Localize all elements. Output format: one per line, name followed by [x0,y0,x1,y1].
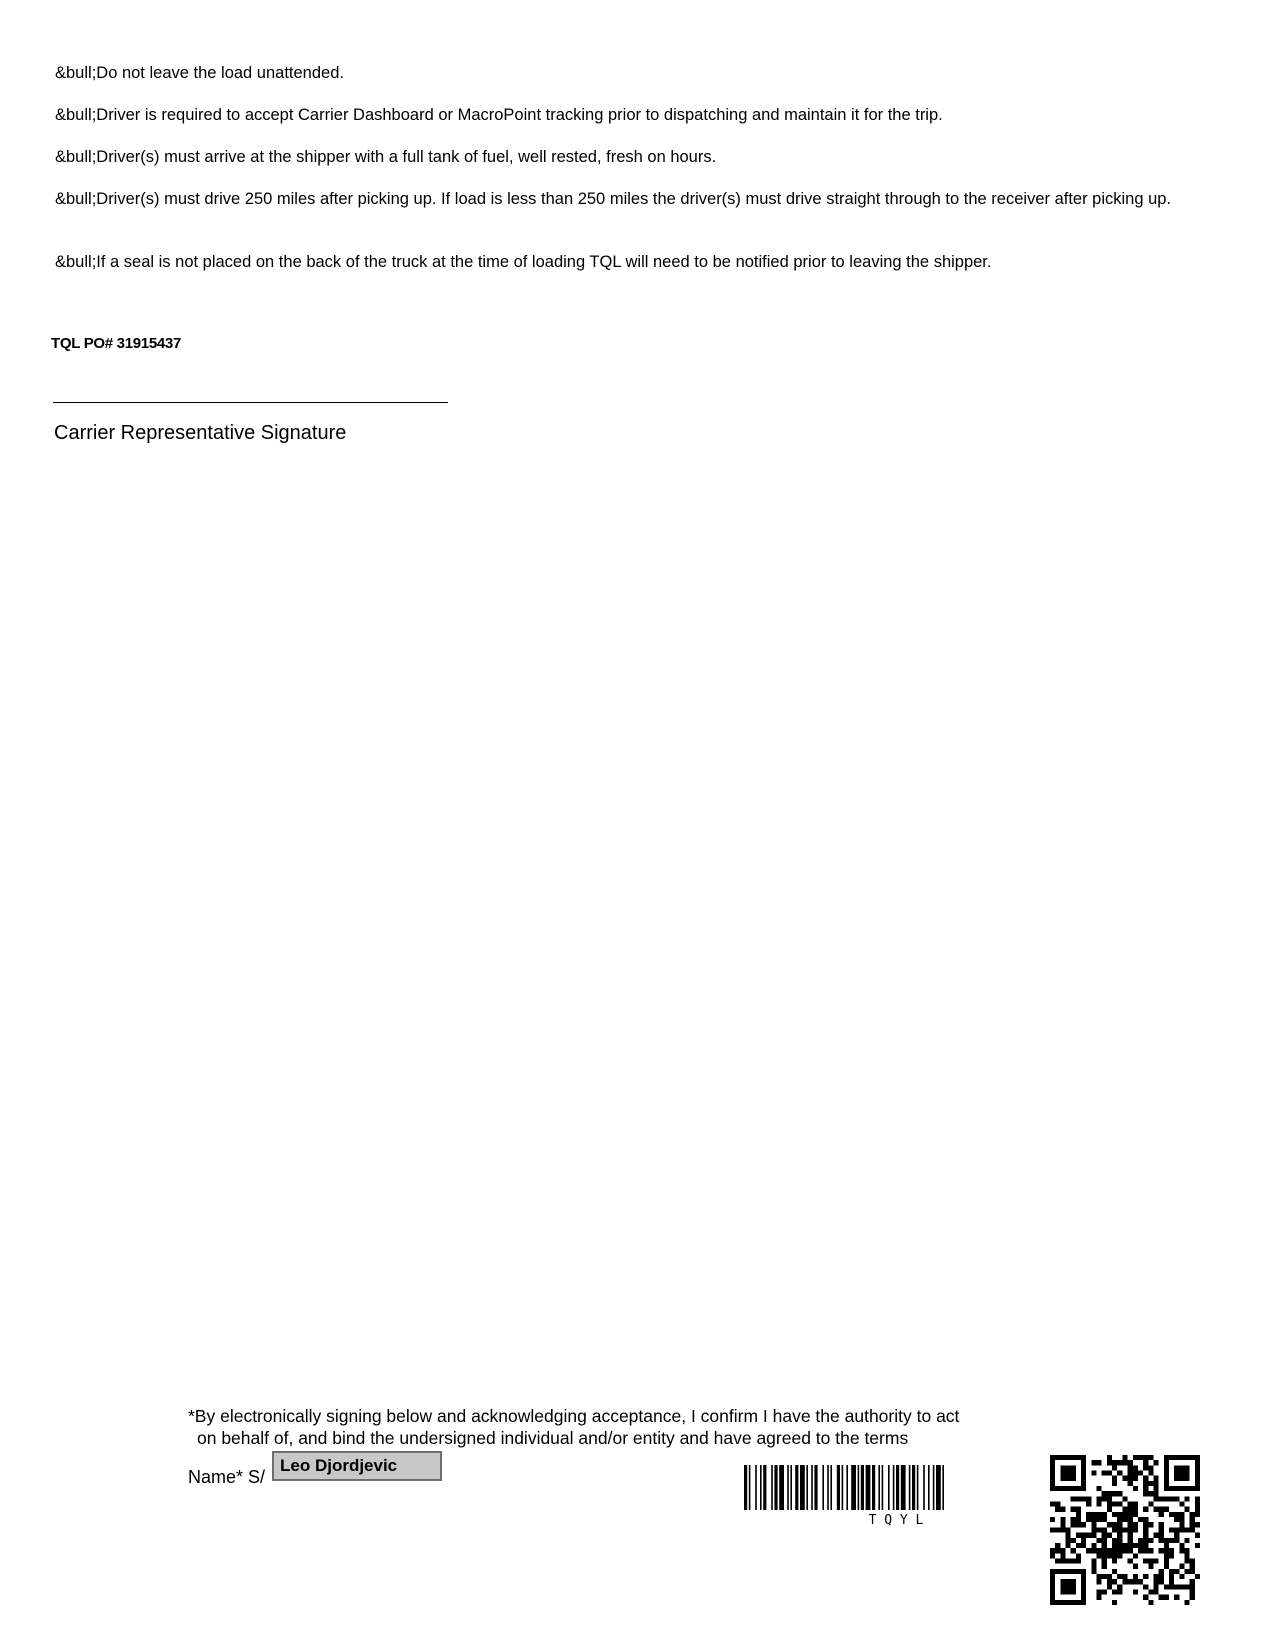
signature-label: Carrier Representative Signature [54,422,347,444]
instruction-unattended: &bull;Do not leave the load unattended. [55,64,344,82]
name-signature-field[interactable]: Leo Djordjevic [272,1451,442,1481]
signature-line [53,402,448,403]
acknowledgment-line-1: *By electronically signing below and acknowledging acceptance, I confirm I have the authority to act [188,1406,960,1426]
acknowledgment-text [188,1405,1068,1449]
instruction-miles: &bull;Driver(s) must drive 250 miles after picking up. If load is less than 250 miles the driver(s) must drive straight through to the receiver after picking up. [55,190,1172,208]
po-number: TQL PO# 31915437 [51,335,182,352]
qr-code [1050,1455,1200,1605]
name-label: Name* S/ [188,1467,266,1487]
acknowledgment-line-2: on behalf of, and bind the undersigned individual and/or entity and have agreed to the terms [197,1428,909,1448]
instruction-fuel: &bull;Driver(s) must arrive at the shipper with a full tank of fuel, well rested, fresh on hours. [55,148,717,166]
barcode-text: T Q Y L [868,1513,924,1527]
instruction-seal: &bull;If a seal is not placed on the back of the truck at the time of loading TQL will need to be notified prior to leaving the shipper. [55,253,992,271]
barcode [744,1465,1029,1527]
instruction-tracking: &bull;Driver is required to accept Carrier Dashboard or MacroPoint tracking prior to dispatching and maintain it for the trip. [55,106,943,124]
